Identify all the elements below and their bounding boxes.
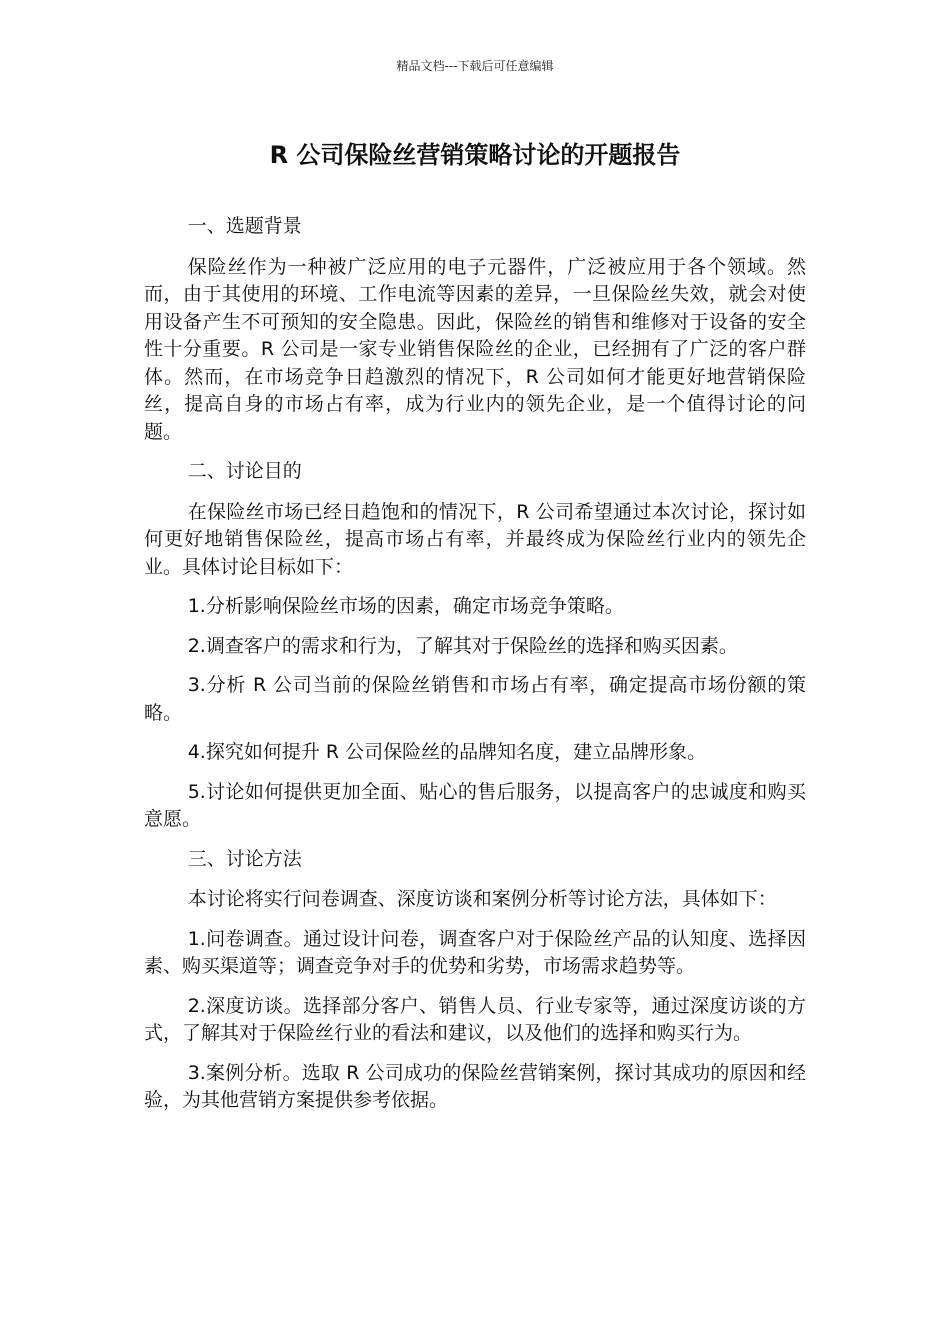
list-item-purpose-3: 3.分析 R 公司当前的保险丝销售和市场占有率，确定提高市场份额的策略。 — [144, 674, 806, 724]
list-item-method-2: 2.深度访谈。选择部分客户、销售人员、行业专家等，通过深度访谈的方式，了解其对于保险丝行业的看法和建议，以及他们的选择和购买行为。 — [144, 994, 806, 1044]
document-title: R 公司保险丝营销策略讨论的开题报告 — [269, 141, 681, 169]
list-item-purpose-2: 2.调查客户的需求和行为，了解其对于保险丝的选择和购买因素。 — [187, 634, 738, 657]
page-header: 精品文档---下载后可任意编辑 — [396, 59, 554, 73]
paragraph-method: 本讨论将实行问卷调查、深度访谈和案例分析等讨论方法，具体如下： — [187, 888, 777, 910]
section-heading-background: 一、选题背景 — [187, 215, 302, 237]
section-heading-method: 三、讨论方法 — [187, 847, 302, 870]
list-item-purpose-1: 1.分析影响保险丝市场的因素，确定市场竞争策略。 — [187, 595, 624, 617]
section-heading-purpose: 二、讨论目的 — [187, 460, 302, 482]
paragraph-purpose: 在保险丝市场已经日趋饱和的情况下，R 公司希望通过本次讨论，探讨如何更好地销售保险丝，提高市场占有率，并最终成为保险丝行业内的领先企业。具体讨论目标如下： — [144, 500, 806, 578]
list-item-method-3: 3.案例分析。选取 R 公司成功的保险丝营销案例，探讨其成功的原因和经验，为其他营销方案提供参考依据。 — [144, 1061, 806, 1111]
document-body — [144, 213, 806, 1127]
paragraph-background: 保险丝作为一种被广泛应用的电子元器件，广泛被应用于各个领域。然而，由于其使用的环境、工作电流等因素的差异，一旦保险丝失效，就会对使用设备产生不可预知的安全隐患。因此，保险丝的销售和维修对于设备的安全性十分重要。R 公司是一家专业销售保险丝的企业，已经拥有了广泛的客户群体。然而，在市场竞争日趋激烈的情况下，R 公司如何才能更好地营销保险丝，提高自身的市场占有率，成为行业内的领先企业，是一个值得讨论的问题。 — [144, 255, 806, 443]
list-item-purpose-4: 4.探究如何提升 R 公司保险丝的品牌知名度，建立品牌形象。 — [187, 741, 707, 763]
list-item-method-1: 1.问卷调查。通过设计问卷，调查客户对于保险丝产品的认知度、选择因素、购买渠道等；调查竞争对手的优势和劣势，市场需求趋势等。 — [144, 927, 806, 977]
list-item-purpose-5: 5.讨论如何提供更加全面、贴心的售后服务，以提高客户的忠诚度和购买意愿。 — [144, 780, 806, 830]
